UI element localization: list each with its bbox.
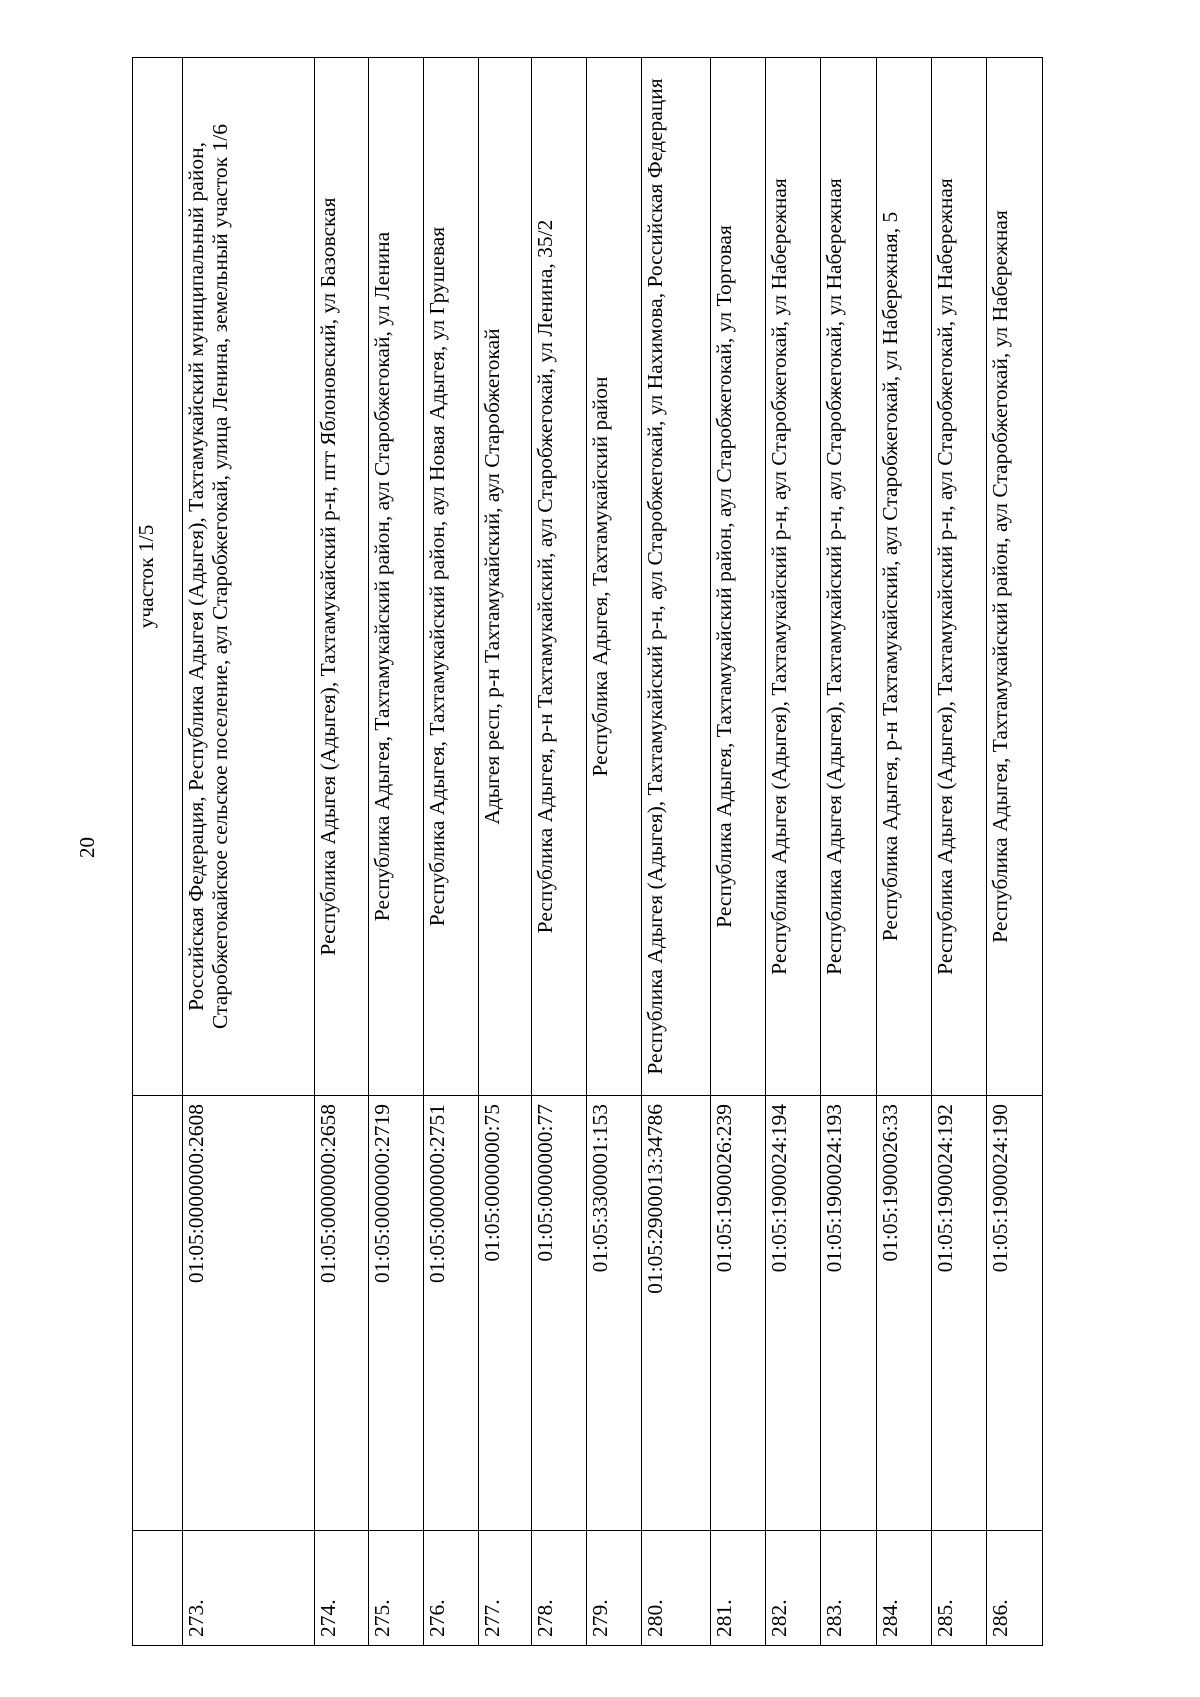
address-cell: Республика Адыгея (Адыгея), Тахтамукайский р-н, аул Старобжегокай, ул Набережная — [766, 58, 821, 1096]
row-number-cell: 283. — [821, 1531, 877, 1646]
cadastral-number-cell: 01:05:0000000:75 — [479, 1096, 532, 1531]
rotated-table-wrapper — [132, 58, 1042, 1646]
page-number — [75, 822, 99, 872]
row-number-cell: 284. — [877, 1531, 932, 1646]
table-row — [315, 58, 369, 1646]
row-number-cell: 281. — [711, 1531, 766, 1646]
address-cell: Республика Адыгея, Тахтамукайский район, аул Старобжегокай, ул Ленина — [369, 58, 424, 1096]
address-cell: участок 1/5 — [133, 58, 183, 1096]
table-row — [932, 58, 987, 1646]
cadastral-number-cell: 01:05:0000000:2608 — [183, 1096, 315, 1531]
address-cell: Республика Адыгея (Адыгея), Тахтамукайский р-н, пгт Яблоновский, ул Базовская — [315, 58, 369, 1096]
table-row — [766, 58, 821, 1646]
cadastral-number-cell: 01:05:0000000:77 — [532, 1096, 587, 1531]
cadastral-number-cell: 01:05:2900013:34786 — [642, 1096, 711, 1531]
cadastral-number-cell: 01:05:1900026:33 — [877, 1096, 932, 1531]
address-cell: Российская Федерация, Республика Адыгея (Адыгея), Тахтамукайский муниципальный район, Старобжегокайское сельское поселение, аул Старобжегокай, улица Ленина, земельный участок 1/6 — [183, 58, 315, 1096]
table-row — [821, 58, 877, 1646]
cadastral-number-cell: 01:05:3300001:153 — [587, 1096, 642, 1531]
address-cell: Республика Адыгея, Тахтамукайский район, аул Старобжегокай, ул Набережная — [987, 58, 1043, 1096]
page-number-text: 20 — [74, 836, 99, 858]
row-number-cell: 280. — [642, 1531, 711, 1646]
address-cell: Республика Адыгея (Адыгея), Тахтамукайский р-н, аул Старобжегокай, ул Набережная — [821, 58, 877, 1096]
row-number-cell: 275. — [369, 1531, 424, 1646]
address-cell: Республика Адыгея, Тахтамукайский район, аул Старобжегокай, ул Торговая — [711, 58, 766, 1096]
address-cell: Республика Адыгея (Адыгея), Тахтамукайский р-н, аул Старобжегокай, ул Набережная — [932, 58, 987, 1096]
table-row — [987, 58, 1043, 1646]
row-number-cell: 277. — [479, 1531, 532, 1646]
address-cell: Республика Адыгея, р-н Тахтамукайский, аул Старобжегокай, ул Ленина, 35/2 — [532, 58, 587, 1096]
cadastral-number-cell: 01:05:1900024:192 — [932, 1096, 987, 1531]
row-number-cell: 274. — [315, 1531, 369, 1646]
row-number-cell: 276. — [424, 1531, 479, 1646]
address-cell: Республика Адыгея, Тахтамукайский район, аул Новая Адыгея, ул Грушевая — [424, 58, 479, 1096]
row-number-cell: 282. — [766, 1531, 821, 1646]
row-number-cell: 279. — [587, 1531, 642, 1646]
address-cell: Республика Адыгея, Тахтамукайский район — [587, 58, 642, 1096]
table-row — [532, 58, 587, 1646]
cadastral-number-cell: 01:05:1900024:194 — [766, 1096, 821, 1531]
table-row — [587, 58, 642, 1646]
table-row-continuation — [133, 58, 183, 1646]
cadastral-number-cell: 01:05:1900024:190 — [987, 1096, 1043, 1531]
cadastral-number-cell: 01:05:1900026:239 — [711, 1096, 766, 1531]
row-number-cell: 285. — [932, 1531, 987, 1646]
row-number-cell — [133, 1531, 183, 1646]
row-number-cell: 273. — [183, 1531, 315, 1646]
cadastral-number-cell: 01:05:0000000:2658 — [315, 1096, 369, 1531]
row-number-cell: 286. — [987, 1531, 1043, 1646]
cadastral-number-cell — [133, 1096, 183, 1531]
cadastral-number-cell: 01:05:1900024:193 — [821, 1096, 877, 1531]
table-row — [183, 58, 315, 1646]
row-number-cell: 278. — [532, 1531, 587, 1646]
address-cell: Республика Адыгея, р-н Тахтамукайский, аул Старобжегокай, ул Набережная, 5 — [877, 58, 932, 1096]
address-cell: Республика Адыгея (Адыгея), Тахтамукайский р-н, аул Старобжегокай, ул Нахимова, Российская Федерация — [642, 58, 711, 1096]
address-cell: Адыгея респ, р-н Тахтамукайский, аул Старобжегокай — [479, 58, 532, 1096]
table-row — [877, 58, 932, 1646]
table-row — [642, 58, 711, 1646]
parcel-table — [132, 57, 1043, 1646]
table-row — [479, 58, 532, 1646]
cadastral-number-cell: 01:05:0000000:2751 — [424, 1096, 479, 1531]
table-row — [711, 58, 766, 1646]
cadastral-number-cell: 01:05:0000000:2719 — [369, 1096, 424, 1531]
rotated-table-frame — [132, 58, 1042, 1646]
table-row — [369, 58, 424, 1646]
table-row — [424, 58, 479, 1646]
